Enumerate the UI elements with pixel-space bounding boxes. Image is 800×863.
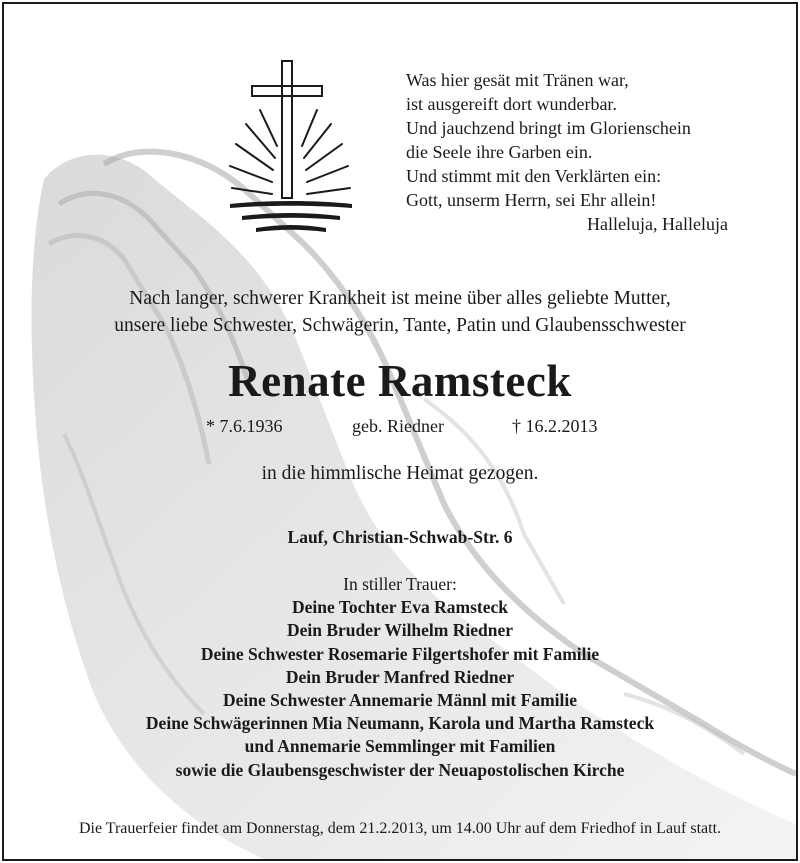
poem-verse bbox=[406, 68, 766, 236]
poem-line: die Seele ihre Garben ein. bbox=[406, 142, 593, 162]
mourning-heading: In stiller Trauer: bbox=[343, 574, 457, 594]
mourner-line: Dein Bruder Manfred Riedner bbox=[285, 666, 515, 687]
mourner-line: und Annemarie Semmlinger mit Familien bbox=[244, 736, 556, 757]
intro-line: Nach langer, schwerer Krankheit ist meine über alles geliebte Mutter, bbox=[129, 288, 671, 309]
poem-line-halleluja: Halleluja, Halleluja bbox=[587, 214, 728, 234]
intro-text bbox=[4, 285, 796, 339]
heimat-text: in die himmlische Heimat gezogen. bbox=[261, 463, 539, 484]
poem-line: Was hier gesät mit Tränen war, bbox=[406, 70, 629, 90]
death-date: † 16.2.2013 bbox=[512, 416, 598, 436]
obituary-notice bbox=[2, 2, 798, 861]
birth-date: * 7.6.1936 bbox=[206, 416, 283, 436]
poem-line: Und jauchzend bringt im Glorienschein bbox=[406, 118, 691, 138]
mourner-line: Deine Schwester Rosemarie Filgertshofer mit Familie bbox=[200, 643, 600, 664]
mourner-line: sowie die Glaubensgeschwister der Neuapostolischen Kirche bbox=[175, 759, 625, 780]
cross-sun-emblem-icon bbox=[216, 54, 366, 239]
poem-line: Gott, unserm Herrn, sei Ehr allein! bbox=[406, 190, 657, 210]
poem-line: Und stimmt mit den Verklärten ein: bbox=[406, 166, 662, 186]
mourner-line: Dein Bruder Wilhelm Riedner bbox=[286, 620, 514, 641]
funeral-info: Die Trauerfeier findet am Donnerstag, dem 21.2.2013, um 14.00 Uhr auf dem Friedhof in Lauf statt. bbox=[78, 820, 722, 837]
intro-line: unsere liebe Schwester, Schwägerin, Tante, Patin und Glaubensschwester bbox=[114, 315, 686, 336]
mourner-line: Deine Tochter Eva Ramsteck bbox=[292, 597, 508, 618]
address: Lauf, Christian-Schwab-Str. 6 bbox=[287, 527, 513, 547]
life-dates bbox=[4, 416, 796, 440]
deceased-name: Renate Ramsteck bbox=[228, 356, 572, 406]
mourner-line: Deine Schwägerinnen Mia Neumann, Karola und Martha Ramsteck bbox=[145, 713, 655, 734]
poem-line: ist ausgereift dort wunderbar. bbox=[406, 94, 617, 114]
mourner-line: Deine Schwester Annemarie Männl mit Familie bbox=[223, 690, 577, 711]
maiden-name: geb. Riedner bbox=[352, 416, 444, 436]
mourners-list bbox=[4, 573, 796, 782]
